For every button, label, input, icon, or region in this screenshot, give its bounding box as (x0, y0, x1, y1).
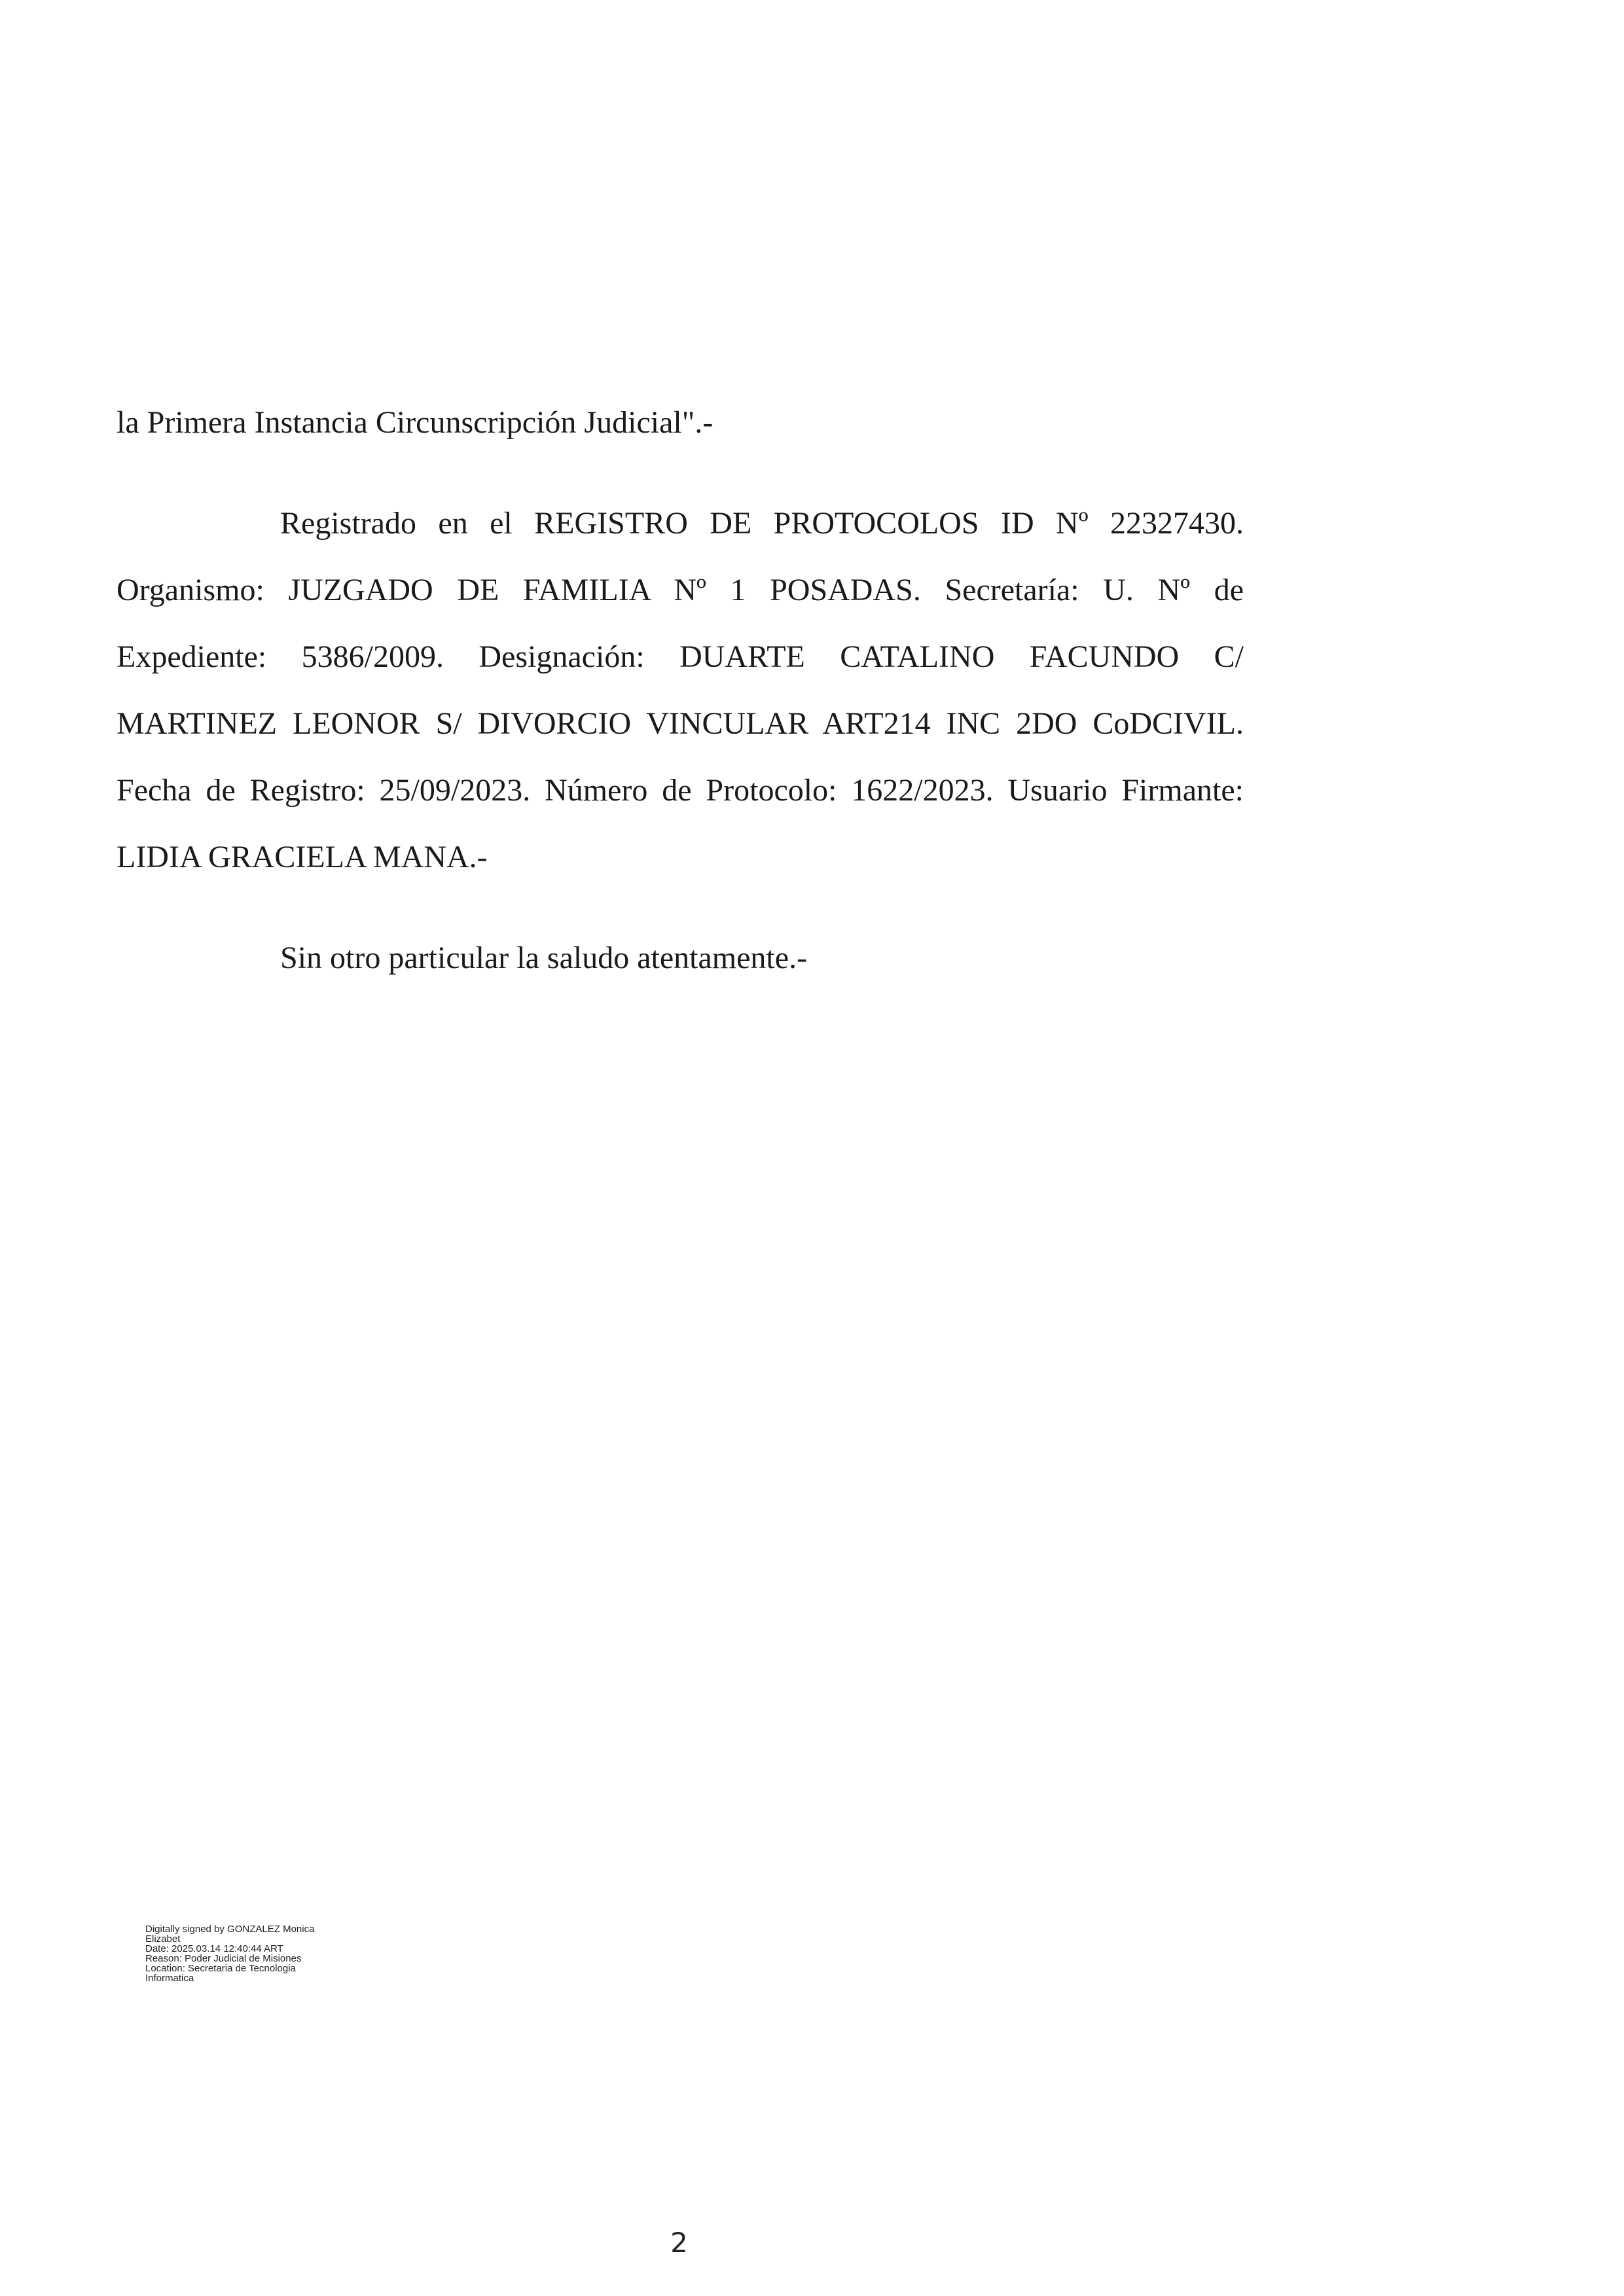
closing-salutation: Sin otro particular la saludo atentamente.- (280, 941, 808, 975)
registration-line-6: LIDIA GRACIELA MANA.- (117, 840, 488, 874)
signature-line: Digitally signed by GONZALEZ Monica (145, 1924, 315, 1935)
closing-quote-line: la Primera Instancia Circunscripción Judicial".- (117, 405, 713, 440)
signature-line: Elizabet (145, 1933, 181, 1945)
signature-line: Informatica (145, 1973, 194, 1984)
registration-line-2: Organismo: JUZGADO DE FAMILIA Nº 1 POSADAS. Secretaría: U. Nº de (117, 573, 1244, 607)
signature-date: Date: 2025.03.14 12:40:44 ART (145, 1943, 283, 1954)
page-number: 2 (670, 2227, 688, 2259)
registration-line-1: Registrado en el REGISTRO DE PROTOCOLOS ID Nº 22327430. (280, 506, 1244, 541)
digital-signature-block (145, 1924, 314, 1983)
registration-line-4: MARTINEZ LEONOR S/ DIVORCIO VINCULAR ART214 INC 2DO CoDCIVIL. (117, 706, 1244, 741)
signature-location: Location: Secretaria de Tecnologia (145, 1963, 296, 1974)
registration-line-5: Fecha de Registro: 25/09/2023. Número de Protocolo: 1622/2023. Usuario Firmante: (117, 773, 1244, 808)
registration-line-3: Expediente: 5386/2009. Designación: DUARTE CATALINO FACUNDO C/ (117, 639, 1244, 674)
signature-reason: Reason: Poder Judicial de Misiones (145, 1953, 302, 1964)
